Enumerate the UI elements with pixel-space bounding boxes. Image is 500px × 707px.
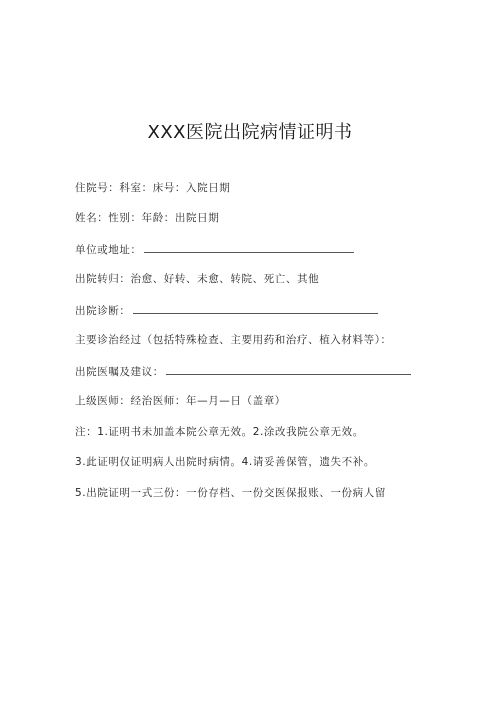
address-label: 单位或地址：	[75, 244, 142, 256]
discharge-diagnosis-blank	[133, 303, 378, 314]
admission-info-line	[75, 181, 230, 195]
discharge-diagnosis-label: 出院诊断：	[75, 305, 131, 317]
discharge-diagnosis-line	[75, 303, 378, 318]
note-line-1	[75, 425, 364, 439]
note-line-2	[75, 455, 375, 469]
discharge-advice-blank	[166, 364, 411, 375]
document-title: XXX医院出院病情证明书	[147, 122, 353, 143]
patient-info-text: 姓名：性别：年龄：出院日期	[75, 212, 220, 224]
treatment-course-line	[75, 333, 392, 347]
treatment-course-text: 主要诊治经过（包括特殊检查、主要用药和治疗、植入材料等）：	[75, 334, 392, 346]
note-line-3	[75, 486, 386, 500]
physician-signature-line	[75, 394, 286, 408]
patient-info-line	[75, 211, 219, 225]
discharge-outcome-line	[75, 272, 319, 286]
address-blank	[144, 242, 354, 253]
note-text-2: 3.此证明仅证明病人出院时病情。4.请妥善保管，遗失不补。	[75, 456, 375, 468]
discharge-outcome-text: 出院转归：治愈、好转、未愈、转院、死亡、其他	[75, 273, 320, 285]
discharge-advice-line	[75, 364, 411, 379]
note-text-1: 注：1.证明书未加盖本院公章无效。2.涂改我院公章无效。	[75, 426, 364, 438]
physician-signature-text: 上级医师：经治医师：年—月—日（盖章）	[75, 395, 286, 407]
admission-info-text: 住院号：科室：床号：入院日期	[75, 182, 231, 194]
address-line	[75, 242, 354, 257]
discharge-advice-label: 出院医嘱及建议：	[75, 366, 164, 378]
note-text-3: 5.出院证明一式三份：一份存档、一份交医保报账、一份病人留	[75, 487, 386, 499]
